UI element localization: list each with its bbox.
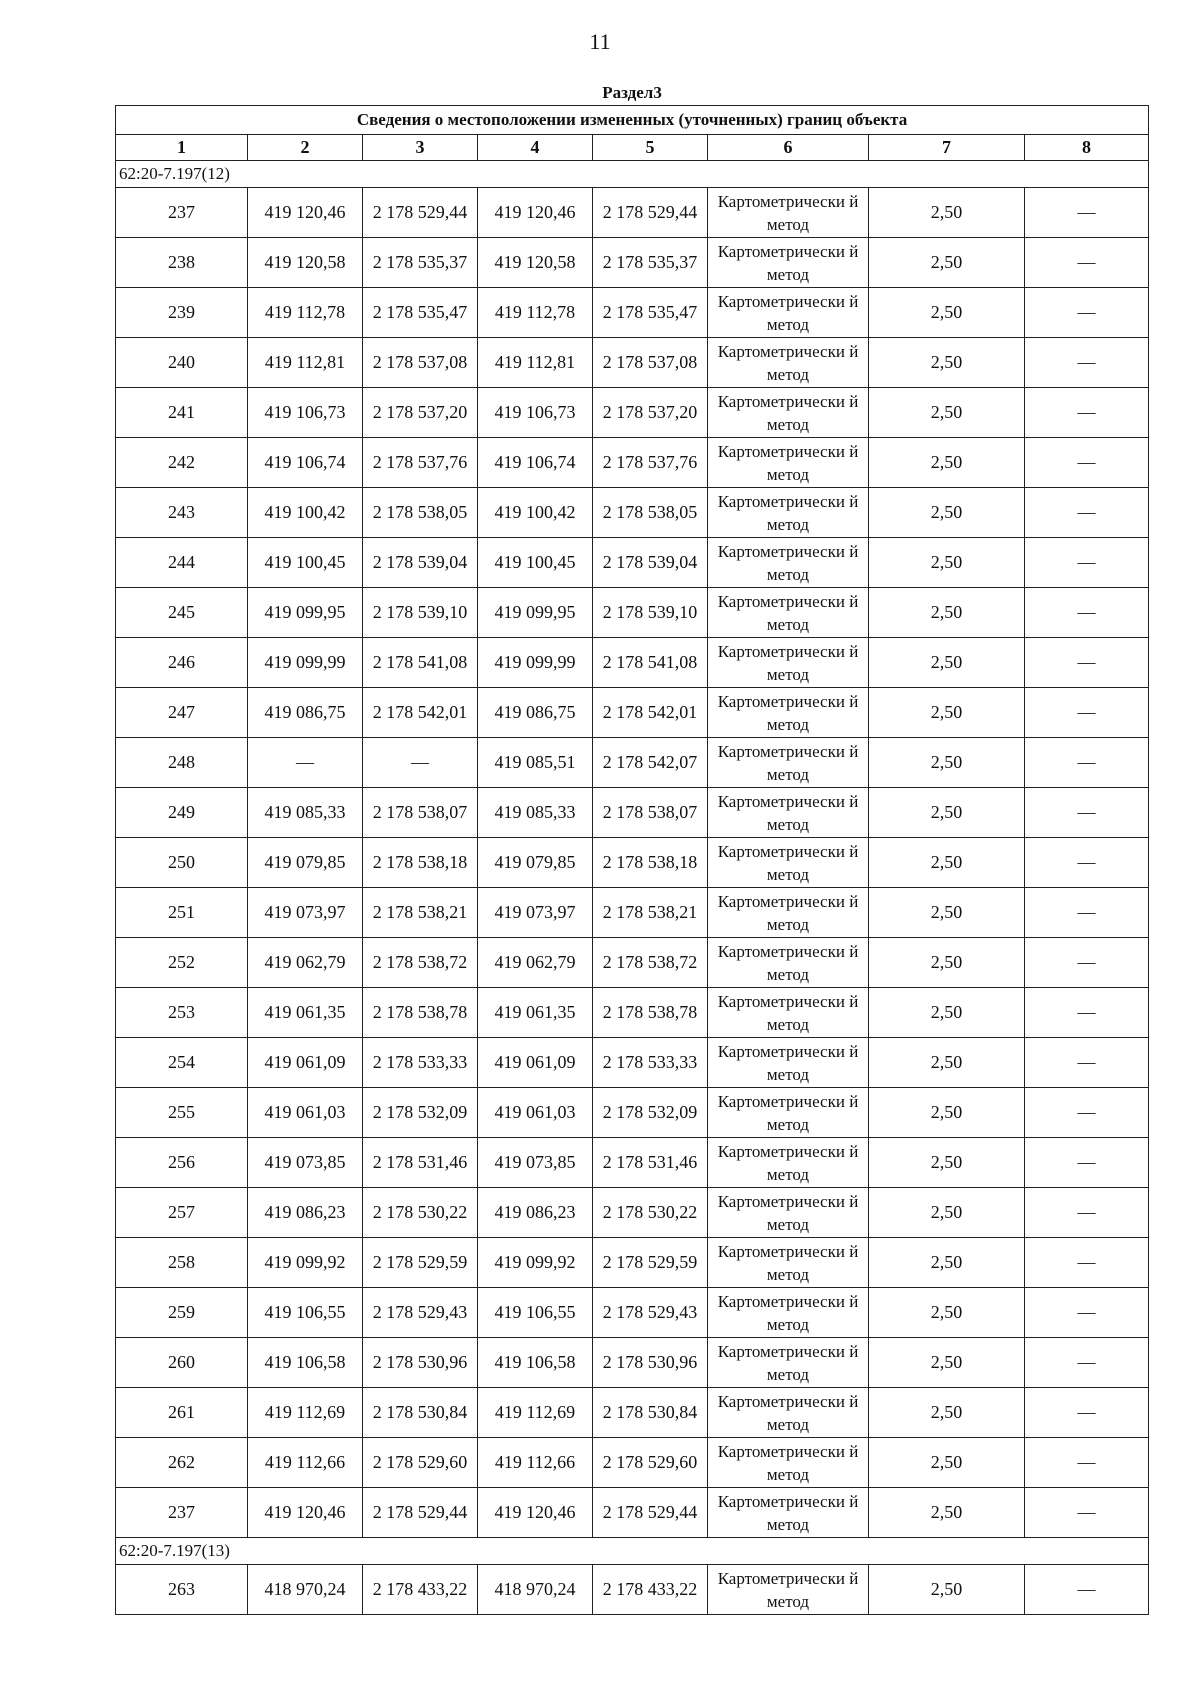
note-cell: — bbox=[1025, 688, 1149, 738]
table-row bbox=[116, 838, 1149, 888]
accuracy-cell: 2,50 bbox=[869, 1088, 1025, 1138]
new-y-cell: 2 178 539,10 bbox=[593, 588, 708, 638]
old-x-cell: 419 106,55 bbox=[248, 1288, 363, 1338]
table-row bbox=[116, 588, 1149, 638]
old-y-cell: 2 178 532,09 bbox=[363, 1088, 478, 1138]
old-x-cell: 419 100,42 bbox=[248, 488, 363, 538]
table-title: Сведения о местоположении измененных (уточненных) границ объекта bbox=[116, 106, 1149, 135]
new-y-cell: 2 178 529,44 bbox=[593, 188, 708, 238]
column-number: 2 bbox=[248, 135, 363, 161]
old-x-cell: 419 079,85 bbox=[248, 838, 363, 888]
table-row bbox=[116, 1565, 1149, 1615]
method-cell: Картометрически й метод bbox=[708, 788, 869, 838]
old-x-cell: 419 099,99 bbox=[248, 638, 363, 688]
table-row bbox=[116, 238, 1149, 288]
accuracy-cell: 2,50 bbox=[869, 738, 1025, 788]
new-y-cell: 2 178 535,37 bbox=[593, 238, 708, 288]
old-y-cell: 2 178 433,22 bbox=[363, 1565, 478, 1615]
table-row bbox=[116, 338, 1149, 388]
new-y-cell: 2 178 537,20 bbox=[593, 388, 708, 438]
new-x-cell: 419 112,78 bbox=[478, 288, 593, 338]
new-y-cell: 2 178 537,08 bbox=[593, 338, 708, 388]
group-row bbox=[116, 161, 1149, 188]
point-number-cell: 256 bbox=[116, 1138, 248, 1188]
old-x-cell: 419 099,92 bbox=[248, 1238, 363, 1288]
note-cell: — bbox=[1025, 1565, 1149, 1615]
old-x-cell: 418 970,24 bbox=[248, 1565, 363, 1615]
point-number-cell: 237 bbox=[116, 1488, 248, 1538]
note-cell: — bbox=[1025, 288, 1149, 338]
point-number-cell: 261 bbox=[116, 1388, 248, 1438]
new-x-cell: 419 079,85 bbox=[478, 838, 593, 888]
accuracy-cell: 2,50 bbox=[869, 1565, 1025, 1615]
new-y-cell: 2 178 537,76 bbox=[593, 438, 708, 488]
method-cell: Картометрически й метод bbox=[708, 738, 869, 788]
accuracy-cell: 2,50 bbox=[869, 638, 1025, 688]
note-cell: — bbox=[1025, 1188, 1149, 1238]
method-cell: Картометрически й метод bbox=[708, 1138, 869, 1188]
table-row bbox=[116, 1338, 1149, 1388]
new-x-cell: 419 120,46 bbox=[478, 1488, 593, 1538]
old-x-cell: 419 120,46 bbox=[248, 188, 363, 238]
accuracy-cell: 2,50 bbox=[869, 1238, 1025, 1288]
method-cell: Картометрически й метод bbox=[708, 1188, 869, 1238]
new-x-cell: 419 112,66 bbox=[478, 1438, 593, 1488]
new-x-cell: 419 061,03 bbox=[478, 1088, 593, 1138]
accuracy-cell: 2,50 bbox=[869, 688, 1025, 738]
method-cell: Картометрически й метод bbox=[708, 588, 869, 638]
table-row bbox=[116, 438, 1149, 488]
new-y-cell: 2 178 533,33 bbox=[593, 1038, 708, 1088]
point-number-cell: 258 bbox=[116, 1238, 248, 1288]
old-y-cell: 2 178 538,07 bbox=[363, 788, 478, 838]
new-x-cell: 419 106,58 bbox=[478, 1338, 593, 1388]
point-number-cell: 243 bbox=[116, 488, 248, 538]
note-cell: — bbox=[1025, 1038, 1149, 1088]
old-x-cell: 419 106,58 bbox=[248, 1338, 363, 1388]
note-cell: — bbox=[1025, 1338, 1149, 1388]
method-cell: Картометрически й метод bbox=[708, 688, 869, 738]
point-number-cell: 251 bbox=[116, 888, 248, 938]
note-cell: — bbox=[1025, 988, 1149, 1038]
note-cell: — bbox=[1025, 1388, 1149, 1438]
column-number: 4 bbox=[478, 135, 593, 161]
method-cell: Картометрически й метод bbox=[708, 1388, 869, 1438]
method-cell: Картометрически й метод bbox=[708, 1488, 869, 1538]
new-y-cell: 2 178 529,44 bbox=[593, 1488, 708, 1538]
point-number-cell: 254 bbox=[116, 1038, 248, 1088]
table-row bbox=[116, 1088, 1149, 1138]
old-y-cell: 2 178 529,60 bbox=[363, 1438, 478, 1488]
method-cell: Картометрически й метод bbox=[708, 638, 869, 688]
method-cell: Картометрически й метод bbox=[708, 538, 869, 588]
new-y-cell: 2 178 538,72 bbox=[593, 938, 708, 988]
note-cell: — bbox=[1025, 238, 1149, 288]
point-number-cell: 245 bbox=[116, 588, 248, 638]
new-x-cell: 419 099,92 bbox=[478, 1238, 593, 1288]
new-y-cell: 2 178 530,22 bbox=[593, 1188, 708, 1238]
table-row bbox=[116, 988, 1149, 1038]
note-cell: — bbox=[1025, 488, 1149, 538]
old-y-cell: 2 178 537,76 bbox=[363, 438, 478, 488]
old-x-cell: 419 112,69 bbox=[248, 1388, 363, 1438]
note-cell: — bbox=[1025, 1488, 1149, 1538]
new-y-cell: 2 178 433,22 bbox=[593, 1565, 708, 1615]
new-y-cell: 2 178 538,05 bbox=[593, 488, 708, 538]
table-row bbox=[116, 288, 1149, 338]
new-x-cell: 419 099,95 bbox=[478, 588, 593, 638]
old-y-cell: 2 178 530,22 bbox=[363, 1188, 478, 1238]
old-x-cell: 419 112,66 bbox=[248, 1438, 363, 1488]
accuracy-cell: 2,50 bbox=[869, 938, 1025, 988]
column-number: 8 bbox=[1025, 135, 1149, 161]
note-cell: — bbox=[1025, 188, 1149, 238]
accuracy-cell: 2,50 bbox=[869, 388, 1025, 438]
new-y-cell: 2 178 542,01 bbox=[593, 688, 708, 738]
old-y-cell: 2 178 537,08 bbox=[363, 338, 478, 388]
method-cell: Картометрически й метод bbox=[708, 988, 869, 1038]
new-x-cell: 419 085,33 bbox=[478, 788, 593, 838]
table-row bbox=[116, 1238, 1149, 1288]
note-cell: — bbox=[1025, 388, 1149, 438]
column-number: 1 bbox=[116, 135, 248, 161]
boundary-table bbox=[115, 80, 1149, 1615]
note-cell: — bbox=[1025, 888, 1149, 938]
accuracy-cell: 2,50 bbox=[869, 1138, 1025, 1188]
method-cell: Картометрически й метод bbox=[708, 888, 869, 938]
old-x-cell: 419 086,23 bbox=[248, 1188, 363, 1238]
new-x-cell: 419 120,46 bbox=[478, 188, 593, 238]
accuracy-cell: 2,50 bbox=[869, 888, 1025, 938]
new-y-cell: 2 178 532,09 bbox=[593, 1088, 708, 1138]
point-number-cell: 239 bbox=[116, 288, 248, 338]
old-y-cell: 2 178 538,21 bbox=[363, 888, 478, 938]
old-x-cell: 419 061,35 bbox=[248, 988, 363, 1038]
new-y-cell: 2 178 542,07 bbox=[593, 738, 708, 788]
table-row bbox=[116, 888, 1149, 938]
new-x-cell: 419 085,51 bbox=[478, 738, 593, 788]
new-y-cell: 2 178 538,78 bbox=[593, 988, 708, 1038]
note-cell: — bbox=[1025, 788, 1149, 838]
point-number-cell: 240 bbox=[116, 338, 248, 388]
table-row bbox=[116, 1138, 1149, 1188]
new-x-cell: 418 970,24 bbox=[478, 1565, 593, 1615]
accuracy-cell: 2,50 bbox=[869, 988, 1025, 1038]
group-label: 62:20-7.197(13) bbox=[116, 1538, 1149, 1565]
accuracy-cell: 2,50 bbox=[869, 188, 1025, 238]
group-label: 62:20-7.197(12) bbox=[116, 161, 1149, 188]
table-row bbox=[116, 638, 1149, 688]
old-x-cell: 419 085,33 bbox=[248, 788, 363, 838]
method-cell: Картометрически й метод bbox=[708, 838, 869, 888]
accuracy-cell: 2,50 bbox=[869, 1188, 1025, 1238]
old-y-cell: 2 178 539,10 bbox=[363, 588, 478, 638]
accuracy-cell: 2,50 bbox=[869, 288, 1025, 338]
new-x-cell: 419 120,58 bbox=[478, 238, 593, 288]
old-y-cell: 2 178 531,46 bbox=[363, 1138, 478, 1188]
point-number-cell: 241 bbox=[116, 388, 248, 438]
new-y-cell: 2 178 538,18 bbox=[593, 838, 708, 888]
accuracy-cell: 2,50 bbox=[869, 438, 1025, 488]
old-x-cell: 419 112,78 bbox=[248, 288, 363, 338]
new-x-cell: 419 073,97 bbox=[478, 888, 593, 938]
accuracy-cell: 2,50 bbox=[869, 1288, 1025, 1338]
method-cell: Картометрически й метод bbox=[708, 1088, 869, 1138]
old-y-cell: 2 178 529,43 bbox=[363, 1288, 478, 1338]
point-number-cell: 246 bbox=[116, 638, 248, 688]
old-y-cell: 2 178 533,33 bbox=[363, 1038, 478, 1088]
method-cell: Картометрически й метод bbox=[708, 338, 869, 388]
old-y-cell: 2 178 542,01 bbox=[363, 688, 478, 738]
column-number: 5 bbox=[593, 135, 708, 161]
new-x-cell: 419 099,99 bbox=[478, 638, 593, 688]
new-y-cell: 2 178 539,04 bbox=[593, 538, 708, 588]
point-number-cell: 247 bbox=[116, 688, 248, 738]
column-number: 6 bbox=[708, 135, 869, 161]
new-x-cell: 419 062,79 bbox=[478, 938, 593, 988]
table-row bbox=[116, 1288, 1149, 1338]
table-row bbox=[116, 1438, 1149, 1488]
method-cell: Картометрически й метод bbox=[708, 1338, 869, 1388]
accuracy-cell: 2,50 bbox=[869, 1338, 1025, 1388]
old-x-cell: 419 120,58 bbox=[248, 238, 363, 288]
table-row bbox=[116, 1038, 1149, 1088]
old-y-cell: 2 178 539,04 bbox=[363, 538, 478, 588]
accuracy-cell: 2,50 bbox=[869, 838, 1025, 888]
new-x-cell: 419 061,35 bbox=[478, 988, 593, 1038]
old-x-cell: 419 120,46 bbox=[248, 1488, 363, 1538]
table-row bbox=[116, 688, 1149, 738]
note-cell: — bbox=[1025, 338, 1149, 388]
page-number: 11 bbox=[589, 29, 611, 54]
point-number-cell: 252 bbox=[116, 938, 248, 988]
new-x-cell: 419 106,55 bbox=[478, 1288, 593, 1338]
new-y-cell: 2 178 538,07 bbox=[593, 788, 708, 838]
old-y-cell: 2 178 529,59 bbox=[363, 1238, 478, 1288]
old-x-cell: 419 106,74 bbox=[248, 438, 363, 488]
old-y-cell: 2 178 535,37 bbox=[363, 238, 478, 288]
method-cell: Картометрически й метод bbox=[708, 1565, 869, 1615]
new-x-cell: 419 106,74 bbox=[478, 438, 593, 488]
new-x-cell: 419 100,45 bbox=[478, 538, 593, 588]
old-x-cell: 419 100,45 bbox=[248, 538, 363, 588]
new-x-cell: 419 073,85 bbox=[478, 1138, 593, 1188]
new-x-cell: 419 086,23 bbox=[478, 1188, 593, 1238]
old-y-cell: 2 178 529,44 bbox=[363, 188, 478, 238]
method-cell: Картометрически й метод bbox=[708, 1288, 869, 1338]
old-y-cell: 2 178 538,18 bbox=[363, 838, 478, 888]
table-row bbox=[116, 1388, 1149, 1438]
method-cell: Картометрически й метод bbox=[708, 288, 869, 338]
new-y-cell: 2 178 529,43 bbox=[593, 1288, 708, 1338]
table-row bbox=[116, 1188, 1149, 1238]
new-y-cell: 2 178 530,84 bbox=[593, 1388, 708, 1438]
method-cell: Картометрически й метод bbox=[708, 238, 869, 288]
old-y-cell: 2 178 538,05 bbox=[363, 488, 478, 538]
column-number: 7 bbox=[869, 135, 1025, 161]
point-number-cell: 237 bbox=[116, 188, 248, 238]
method-cell: Картометрически й метод bbox=[708, 938, 869, 988]
method-cell: Картометрически й метод bbox=[708, 488, 869, 538]
old-y-cell: 2 178 538,72 bbox=[363, 938, 478, 988]
old-x-cell: 419 112,81 bbox=[248, 338, 363, 388]
new-x-cell: 419 112,69 bbox=[478, 1388, 593, 1438]
method-cell: Картометрически й метод bbox=[708, 438, 869, 488]
accuracy-cell: 2,50 bbox=[869, 538, 1025, 588]
new-y-cell: 2 178 538,21 bbox=[593, 888, 708, 938]
old-x-cell: 419 086,75 bbox=[248, 688, 363, 738]
point-number-cell: 257 bbox=[116, 1188, 248, 1238]
method-cell: Картометрически й метод bbox=[708, 1238, 869, 1288]
old-x-cell: 419 073,97 bbox=[248, 888, 363, 938]
new-y-cell: 2 178 531,46 bbox=[593, 1138, 708, 1188]
table-row bbox=[116, 1488, 1149, 1538]
point-number-cell: 238 bbox=[116, 238, 248, 288]
old-y-cell: 2 178 535,47 bbox=[363, 288, 478, 338]
point-number-cell: 249 bbox=[116, 788, 248, 838]
table-row bbox=[116, 188, 1149, 238]
new-y-cell: 2 178 529,59 bbox=[593, 1238, 708, 1288]
accuracy-cell: 2,50 bbox=[869, 1388, 1025, 1438]
point-number-cell: 259 bbox=[116, 1288, 248, 1338]
old-y-cell: 2 178 530,84 bbox=[363, 1388, 478, 1438]
note-cell: — bbox=[1025, 1438, 1149, 1488]
column-number: 3 bbox=[363, 135, 478, 161]
point-number-cell: 253 bbox=[116, 988, 248, 1038]
table-row bbox=[116, 738, 1149, 788]
note-cell: — bbox=[1025, 838, 1149, 888]
point-number-cell: 244 bbox=[116, 538, 248, 588]
accuracy-cell: 2,50 bbox=[869, 1038, 1025, 1088]
method-cell: Картометрически й метод bbox=[708, 1438, 869, 1488]
accuracy-cell: 2,50 bbox=[869, 488, 1025, 538]
note-cell: — bbox=[1025, 1138, 1149, 1188]
point-number-cell: 248 bbox=[116, 738, 248, 788]
new-x-cell: 419 061,09 bbox=[478, 1038, 593, 1088]
old-x-cell: 419 062,79 bbox=[248, 938, 363, 988]
point-number-cell: 242 bbox=[116, 438, 248, 488]
table-row bbox=[116, 488, 1149, 538]
old-x-cell: 419 099,95 bbox=[248, 588, 363, 638]
group-row bbox=[116, 1538, 1149, 1565]
old-y-cell: 2 178 530,96 bbox=[363, 1338, 478, 1388]
old-y-cell: 2 178 529,44 bbox=[363, 1488, 478, 1538]
new-x-cell: 419 100,42 bbox=[478, 488, 593, 538]
accuracy-cell: 2,50 bbox=[869, 1488, 1025, 1538]
table-row bbox=[116, 788, 1149, 838]
method-cell: Картометрически й метод bbox=[708, 388, 869, 438]
new-y-cell: 2 178 535,47 bbox=[593, 288, 708, 338]
accuracy-cell: 2,50 bbox=[869, 238, 1025, 288]
point-number-cell: 262 bbox=[116, 1438, 248, 1488]
note-cell: — bbox=[1025, 1088, 1149, 1138]
table-row bbox=[116, 538, 1149, 588]
new-x-cell: 419 086,75 bbox=[478, 688, 593, 738]
note-cell: — bbox=[1025, 588, 1149, 638]
note-cell: — bbox=[1025, 1238, 1149, 1288]
section-title: Раздел3 bbox=[602, 82, 662, 102]
table-row bbox=[116, 938, 1149, 988]
method-cell: Картометрически й метод bbox=[708, 188, 869, 238]
old-x-cell: 419 073,85 bbox=[248, 1138, 363, 1188]
note-cell: — bbox=[1025, 438, 1149, 488]
old-y-cell: 2 178 538,78 bbox=[363, 988, 478, 1038]
old-x-cell: — bbox=[248, 738, 363, 788]
accuracy-cell: 2,50 bbox=[869, 338, 1025, 388]
note-cell: — bbox=[1025, 938, 1149, 988]
table-row bbox=[116, 388, 1149, 438]
new-y-cell: 2 178 529,60 bbox=[593, 1438, 708, 1488]
new-y-cell: 2 178 530,96 bbox=[593, 1338, 708, 1388]
new-y-cell: 2 178 541,08 bbox=[593, 638, 708, 688]
new-x-cell: 419 106,73 bbox=[478, 388, 593, 438]
old-y-cell: — bbox=[363, 738, 478, 788]
old-x-cell: 419 061,03 bbox=[248, 1088, 363, 1138]
note-cell: — bbox=[1025, 738, 1149, 788]
point-number-cell: 260 bbox=[116, 1338, 248, 1388]
point-number-cell: 263 bbox=[116, 1565, 248, 1615]
point-number-cell: 250 bbox=[116, 838, 248, 888]
accuracy-cell: 2,50 bbox=[869, 1438, 1025, 1488]
old-y-cell: 2 178 537,20 bbox=[363, 388, 478, 438]
accuracy-cell: 2,50 bbox=[869, 588, 1025, 638]
old-y-cell: 2 178 541,08 bbox=[363, 638, 478, 688]
old-x-cell: 419 061,09 bbox=[248, 1038, 363, 1088]
note-cell: — bbox=[1025, 1288, 1149, 1338]
old-x-cell: 419 106,73 bbox=[248, 388, 363, 438]
method-cell: Картометрически й метод bbox=[708, 1038, 869, 1088]
note-cell: — bbox=[1025, 638, 1149, 688]
new-x-cell: 419 112,81 bbox=[478, 338, 593, 388]
note-cell: — bbox=[1025, 538, 1149, 588]
point-number-cell: 255 bbox=[116, 1088, 248, 1138]
accuracy-cell: 2,50 bbox=[869, 788, 1025, 838]
table-body bbox=[116, 161, 1149, 1615]
